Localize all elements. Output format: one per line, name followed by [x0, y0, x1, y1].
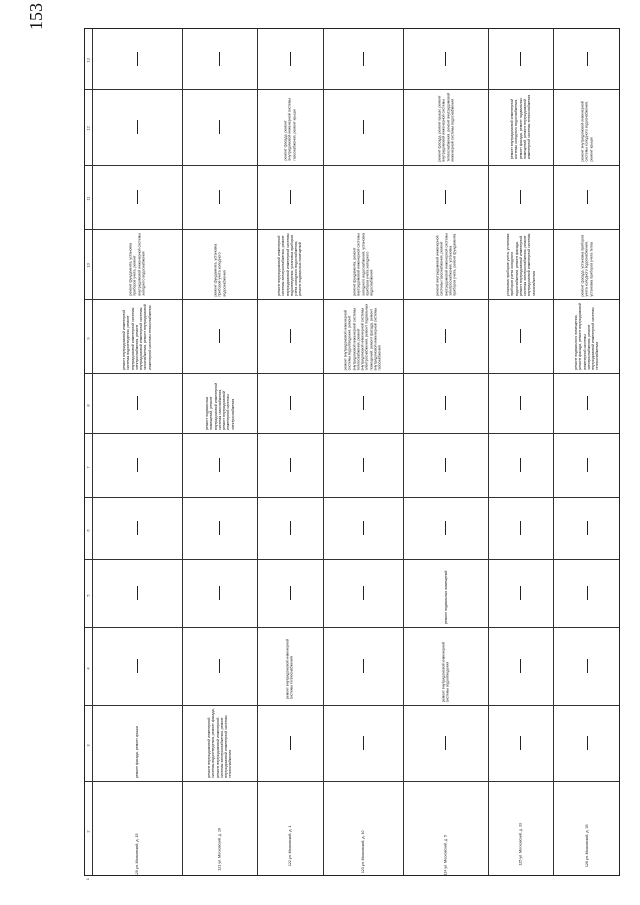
row-id-cell	[553, 781, 621, 877]
row-address: ул. Московский, д. 16	[217, 827, 222, 864]
dash-mark	[137, 120, 138, 134]
row-id-cell	[323, 781, 403, 877]
cell-text: ремонт фундамента, установка приборов учета, ремонт внутридомовой инженерной системы холодного водоснабжения	[128, 233, 146, 296]
empty-cell	[182, 89, 257, 165]
text-cell	[257, 89, 323, 165]
row-id-cell	[403, 781, 488, 877]
dash-mark	[137, 52, 138, 66]
header-cell	[85, 373, 92, 433]
row-number: 124	[443, 869, 448, 876]
dash-mark	[219, 329, 220, 343]
text-cell	[92, 705, 182, 781]
header-label: 5	[85, 594, 91, 597]
header-cell	[85, 89, 92, 165]
header-cell	[85, 433, 92, 497]
text-cell	[182, 229, 257, 299]
dash-mark	[219, 52, 220, 66]
dash-mark	[137, 586, 138, 600]
header-cell	[85, 559, 92, 627]
empty-cell	[403, 373, 488, 433]
dash-mark	[363, 521, 364, 535]
empty-cell	[323, 559, 403, 627]
cell-text: ремонт внутридомовой инженерной системы электроснабжения, ремонт внутридомовой инженерной системы водоотведения, установка приборов учета холодного водоснабжения, ремонт подвальных помещений	[277, 233, 303, 296]
dash-mark	[219, 190, 220, 204]
empty-cell	[403, 497, 488, 559]
dash-mark	[219, 586, 220, 600]
dash-mark	[363, 458, 364, 472]
header-label: 12	[85, 126, 91, 131]
empty-cell	[553, 433, 621, 497]
header-label: 8	[85, 404, 91, 407]
empty-cell	[257, 29, 323, 89]
dash-mark	[587, 736, 588, 750]
row-address: ул. Московский, д. 40	[360, 830, 365, 866]
text-cell	[257, 229, 323, 299]
empty-cell	[92, 627, 182, 705]
cell-text: ремонт фасада, установка приборов учета холодного водоснабжения, установка приборов учета тепла	[580, 234, 594, 296]
empty-cell	[92, 373, 182, 433]
row-address: ул. Московский, д. 1	[287, 825, 292, 859]
dash-mark	[520, 190, 521, 204]
empty-cell	[92, 559, 182, 627]
empty-cell	[553, 165, 621, 229]
dash-mark	[587, 396, 588, 410]
dash-mark	[219, 120, 220, 134]
dash-mark	[363, 120, 364, 134]
cell-text: установка приборов учета, установка приборов учета холодного водоснабжения, ремонт фасада, ремонт внутридомовой инженерной системы электроснабжения, ремонт внутридомовой инженерной системы газоснабжения	[505, 233, 536, 296]
row-number: 122	[287, 859, 292, 866]
dash-mark	[587, 586, 588, 600]
empty-cell	[257, 433, 323, 497]
cell-text: ремонт внутридомовой инженерной системы холодного водоснабжения, ремонт крыши	[580, 100, 594, 161]
page-number: 153	[26, 3, 46, 30]
dash-mark	[587, 659, 588, 673]
header-label: 7	[85, 466, 91, 469]
empty-cell	[488, 559, 553, 627]
cell-text: ремонт внутридомовой инженерной системы газоснабжения, ремонт внутридомовой инженерной системы электроснабжения, установка приборов учета, ремонт фундамента	[434, 233, 456, 296]
empty-cell	[257, 165, 323, 229]
row-address: ул. Московский, д. 5	[443, 834, 448, 869]
dash-mark	[445, 190, 446, 204]
row-address: ул. Московский, д. 33	[518, 822, 523, 859]
row-number: 126	[584, 860, 589, 867]
text-cell	[403, 229, 488, 299]
empty-cell	[553, 497, 621, 559]
empty-cell	[488, 29, 553, 89]
dash-mark	[363, 52, 364, 66]
empty-cell	[403, 29, 488, 89]
header-label: 13	[85, 58, 91, 63]
cell-text: ремонт подвальных помещений, ремонт внутридомовой инженерной системы газоснабжения, ремонт внутридомовой инженерной системы электроснабжения	[204, 382, 235, 430]
dash-mark	[363, 586, 364, 600]
cell-text: ремонт фундамента, установка приборов учета холодного водоснабжения	[213, 243, 226, 296]
text-cell	[182, 705, 257, 781]
dash-mark	[520, 458, 521, 472]
empty-cell	[553, 373, 621, 433]
row-id	[135, 790, 139, 876]
empty-cell	[553, 627, 621, 705]
row-id-cell	[92, 781, 182, 877]
dash-mark	[445, 52, 446, 66]
dash-mark	[290, 190, 291, 204]
row-number: 120	[134, 869, 139, 876]
empty-cell	[488, 165, 553, 229]
row-number: 125	[518, 859, 523, 866]
dash-mark	[520, 396, 521, 410]
dash-mark	[137, 396, 138, 410]
text-cell	[257, 627, 323, 705]
row-id	[217, 795, 221, 870]
dash-mark	[520, 659, 521, 673]
empty-cell	[403, 433, 488, 497]
empty-cell	[92, 89, 182, 165]
empty-cell	[92, 29, 182, 89]
dash-mark	[445, 736, 446, 750]
empty-cell	[488, 299, 553, 373]
text-cell	[92, 229, 182, 299]
row-id-cell	[182, 781, 257, 877]
cell-text: ремонт внутридомовой инженерной системы водоотведения, ремонт внутридомовой инженерной системы электроснабжения, ремонт внутридомовой инженерной системы газоснабжения, ремонт внутридомовой инженерной системы теплоснабжения	[121, 304, 152, 370]
row-id-cell	[488, 781, 553, 877]
text-cell	[553, 299, 621, 373]
dash-mark	[363, 736, 364, 750]
empty-cell	[257, 497, 323, 559]
dash-mark	[445, 458, 446, 472]
text-cell	[403, 627, 488, 705]
text-cell	[323, 299, 403, 373]
dash-mark	[520, 329, 521, 343]
row-address: ул. Московский, д. 35	[584, 824, 589, 860]
dash-mark	[290, 329, 291, 343]
cell-text: ремонт внутридомовой инженерной системы водоотведения	[441, 641, 450, 702]
dash-mark	[137, 521, 138, 535]
dash-mark	[137, 458, 138, 472]
dash-mark	[219, 659, 220, 673]
dash-mark	[520, 736, 521, 750]
cell-text: ремонт внутридомовой инженерной системы теплоснабжения	[285, 638, 294, 699]
empty-cell	[257, 559, 323, 627]
header-cell	[85, 497, 92, 559]
dash-mark	[587, 458, 588, 472]
empty-cell	[553, 559, 621, 627]
cell-text: ремонт фасада, ремонт внутридомовой инженерной системы газоснабжения, ремонт крыши	[283, 97, 297, 160]
empty-cell	[323, 705, 403, 781]
row-id-cell	[257, 781, 323, 877]
header-cell	[85, 781, 92, 877]
header-label: 1	[85, 878, 91, 881]
dash-mark	[290, 458, 291, 472]
cell-text: ремонт внутридомовой инженерной системы водоотведения, ремонт внутридомовой инженерной системы теплоснабжения, ремонт внутридомовой инженерной системы электроснабжения, ремонт подвальных помещений, ремонт фасада, ремонт внутридомовой инженерной системы газоснабжения	[343, 303, 383, 370]
header-cell	[85, 29, 92, 89]
dash-mark	[363, 659, 364, 673]
empty-cell	[323, 89, 403, 165]
dash-mark	[363, 190, 364, 204]
text-cell	[403, 559, 488, 627]
empty-cell	[182, 299, 257, 373]
header-label: 2	[85, 830, 91, 833]
empty-cell	[488, 373, 553, 433]
text-cell	[488, 229, 553, 299]
dash-mark	[290, 52, 291, 66]
empty-cell	[488, 497, 553, 559]
empty-cell	[182, 165, 257, 229]
header-cell	[85, 299, 92, 373]
empty-cell	[92, 165, 182, 229]
cell-text: ремонт фундамента, ремонт внутридомовой инженерной системы холодного водоснабжения, установка приборов учета холодного водоснабжения	[352, 233, 374, 296]
empty-cell	[182, 497, 257, 559]
header-cell	[85, 229, 92, 299]
empty-cell	[182, 433, 257, 497]
dash-mark	[363, 396, 364, 410]
header-label: 9	[85, 337, 91, 340]
header-label: 10	[85, 263, 91, 268]
row-number: 123	[360, 866, 365, 873]
empty-cell	[553, 29, 621, 89]
header-cell	[85, 165, 92, 229]
dash-mark	[587, 52, 588, 66]
empty-cell	[403, 705, 488, 781]
cell-text: ремонт подвальных помещений	[443, 570, 448, 624]
empty-cell	[182, 627, 257, 705]
row-id	[361, 793, 365, 873]
empty-cell	[257, 373, 323, 433]
empty-cell	[182, 29, 257, 89]
dash-mark	[445, 396, 446, 410]
dash-mark	[445, 521, 446, 535]
row-id	[443, 790, 447, 875]
header-label: 6	[85, 529, 91, 532]
text-cell	[553, 89, 621, 165]
dash-mark	[587, 190, 588, 204]
dash-mark	[520, 521, 521, 535]
row-id	[585, 799, 589, 867]
cell-text: ремонт внутридомовой инженерной системы водоотведения, ремонт фасада, ремонт внутридомовой инженерной системы электроснабжения, ремонт внутридомовой инженерной системы теплоснабжения	[206, 708, 233, 778]
header-cell	[85, 705, 92, 781]
empty-cell	[323, 373, 403, 433]
register-table	[84, 28, 620, 881]
text-cell	[488, 89, 553, 165]
text-cell	[323, 229, 403, 299]
empty-cell	[323, 29, 403, 89]
text-cell	[92, 299, 182, 373]
empty-cell	[92, 497, 182, 559]
empty-cell	[488, 705, 553, 781]
text-cell	[403, 89, 488, 165]
dash-mark	[290, 586, 291, 600]
dash-mark	[520, 52, 521, 66]
header-label: 11	[85, 196, 91, 201]
empty-cell	[92, 433, 182, 497]
header-cell	[85, 877, 92, 881]
empty-cell	[553, 705, 621, 781]
dash-mark	[290, 736, 291, 750]
cell-text: ремонт фасада, ремонт крыши	[134, 725, 139, 778]
dash-mark	[445, 329, 446, 343]
empty-cell	[323, 433, 403, 497]
header-label: 4	[85, 667, 91, 670]
empty-cell	[403, 165, 488, 229]
dash-mark	[520, 586, 521, 600]
text-cell	[553, 229, 621, 299]
header-cell	[85, 627, 92, 705]
dash-mark	[137, 659, 138, 673]
row-number: 121	[217, 864, 222, 871]
empty-cell	[488, 627, 553, 705]
dash-mark	[219, 458, 220, 472]
empty-cell	[323, 497, 403, 559]
row-id	[288, 800, 292, 866]
empty-cell	[403, 299, 488, 373]
dash-mark	[137, 190, 138, 204]
empty-cell	[323, 627, 403, 705]
header-label: 3	[85, 744, 91, 747]
empty-cell	[257, 705, 323, 781]
dash-mark	[290, 396, 291, 410]
empty-cell	[323, 165, 403, 229]
row-address: ул. Московский, д. 15	[134, 833, 139, 869]
empty-cell	[257, 299, 323, 373]
dash-mark	[219, 521, 220, 535]
empty-cell	[182, 559, 257, 627]
cell-text: ремонт фасада, ремонт крыши, ремонт внутридомовой инженерной системы теплоснабжения, ремонт внутридомовой инженерной системы водоснабжения	[436, 93, 454, 162]
dash-mark	[587, 521, 588, 535]
row-id	[518, 800, 522, 865]
cell-text: ремонт подвального помещения, ремонт фасада, ремонт внутридомовой инженерной системы электроснабжения, ремонт внутридомовой инженерной системы теплоснабжения	[574, 303, 600, 370]
cell-text: ремонт внутридомовой инженерной системы холодного водоснабжения, ремонт фасада, ремонт подвальных помещений, ремонт внутридомовой инженерной системы теплоснабжения	[509, 95, 531, 160]
text-cell	[182, 373, 257, 433]
empty-cell	[488, 433, 553, 497]
dash-mark	[290, 521, 291, 535]
